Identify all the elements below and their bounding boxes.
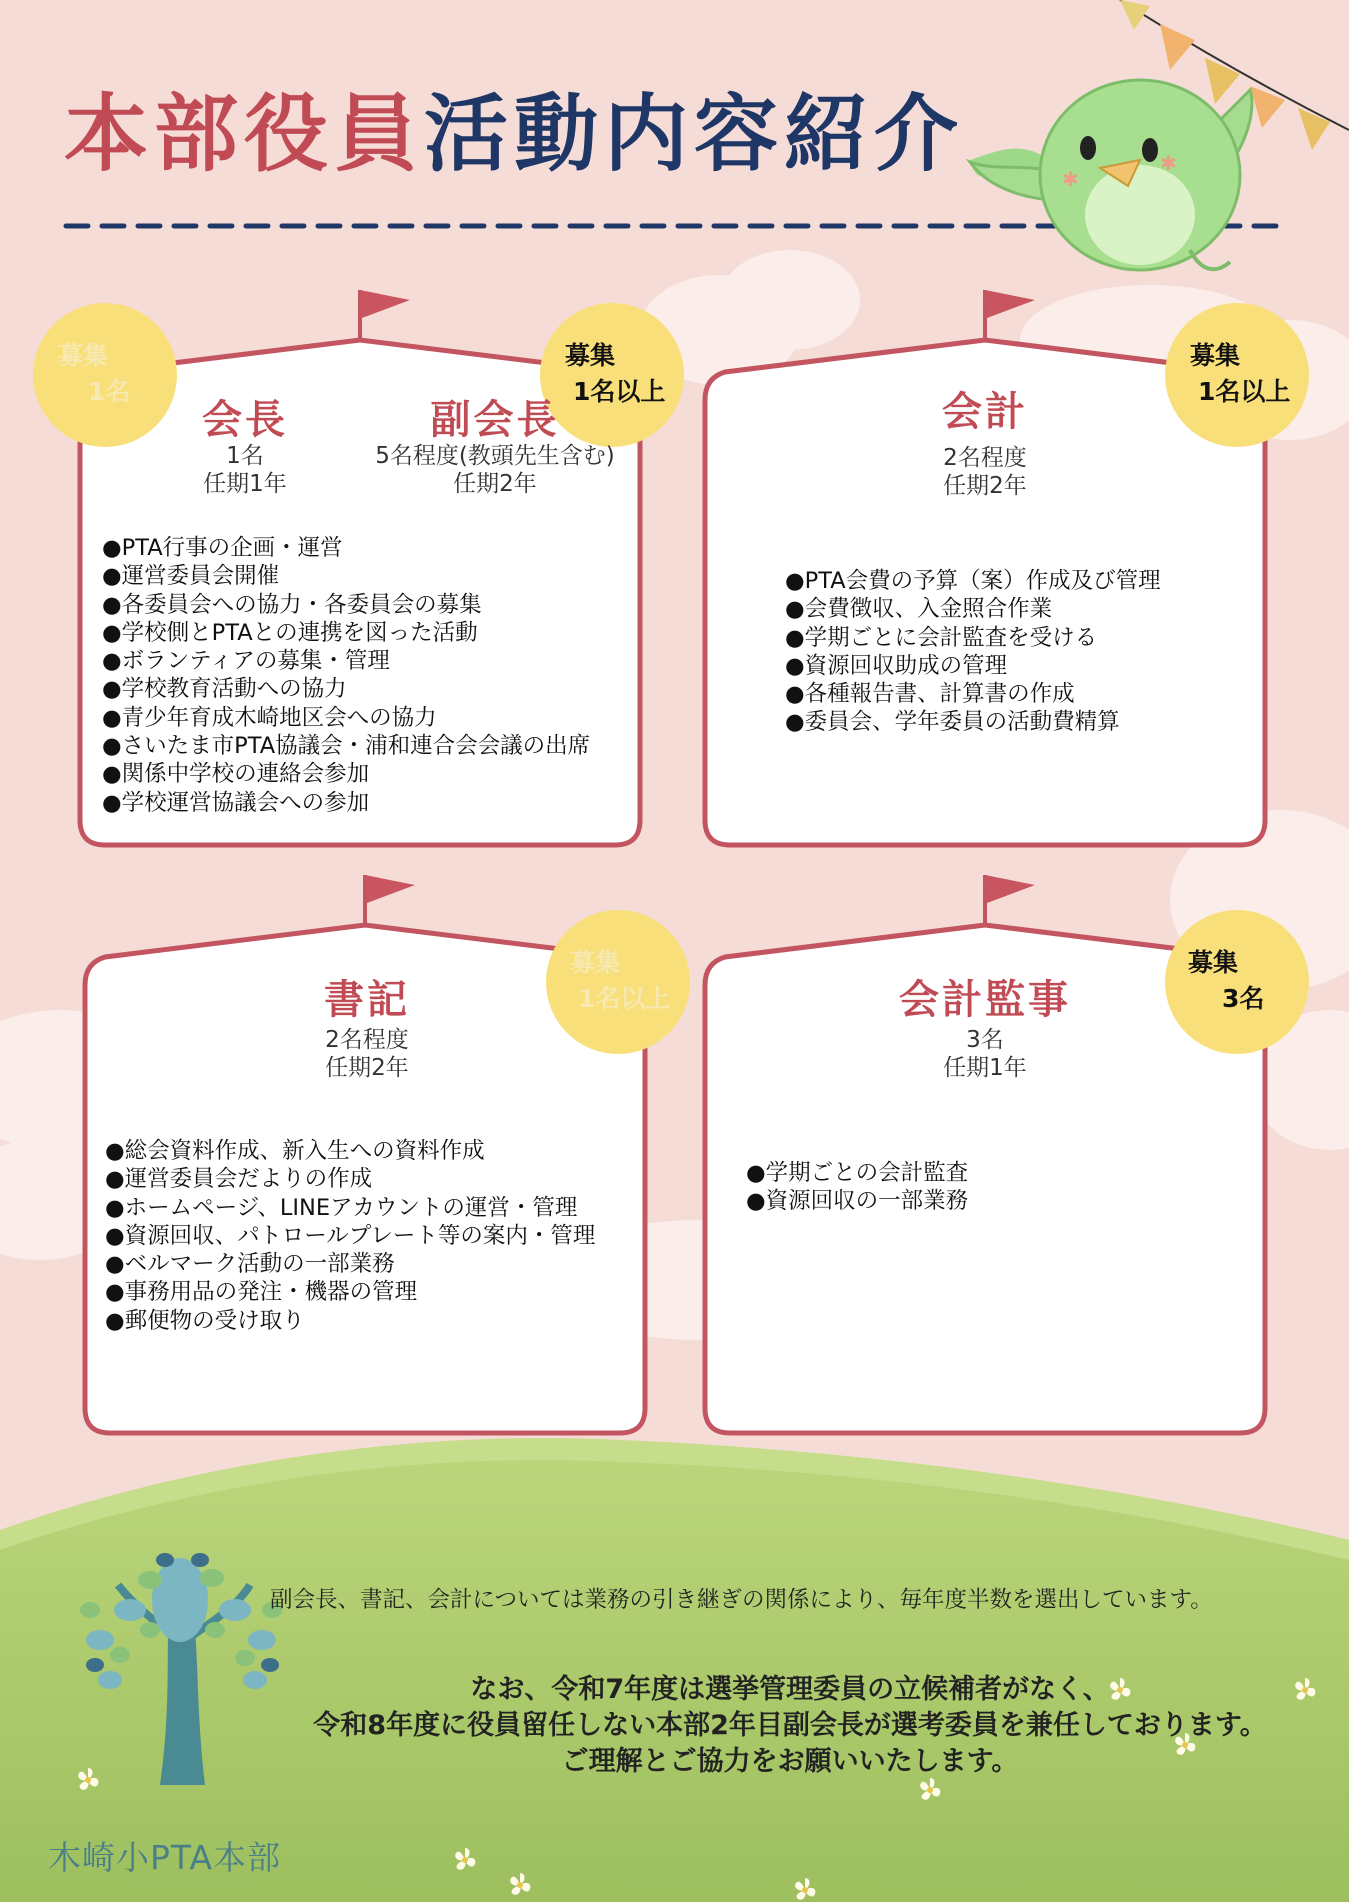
term-length: 任期2年 xyxy=(325,1055,409,1081)
bird-mascot xyxy=(970,80,1252,270)
duty-item: ● 郵便物の受け取り xyxy=(105,1307,595,1335)
note-line: 令和8年度に役員留任しない本部2年目副会長が選考委員を兼任しております。 xyxy=(313,1710,1267,1741)
duty-item: ● 会費徴収、入金照合作業 xyxy=(785,595,1161,623)
page-title xyxy=(64,85,965,183)
badge-auditor xyxy=(1188,945,1298,1017)
badge-label: 募集 xyxy=(58,341,109,370)
term-length: 任期2年 xyxy=(453,471,537,497)
duty-item: ● 資源回収、パトロールプレート等の案内・管理 xyxy=(105,1222,595,1250)
secretary-duty-list xyxy=(105,1137,595,1335)
badge-count: 1名以上 xyxy=(1198,377,1291,406)
card-secretary-heading xyxy=(267,978,467,1082)
duty-item: ● さいたま市PTA協議会・浦和連合会会議の出席 xyxy=(102,732,590,760)
badge-label: 募集 xyxy=(570,948,621,977)
title-part2: 活動内容紹介 xyxy=(424,85,965,183)
term-length: 任期2年 xyxy=(943,473,1027,499)
president-duty-list xyxy=(102,534,590,817)
duty-item: ● 関係中学校の連絡会参加 xyxy=(102,760,590,788)
badge-count: 1名 xyxy=(88,377,131,406)
svg-text:✱: ✱ xyxy=(1160,151,1177,175)
role-title: 会長 xyxy=(202,397,288,443)
duty-item: ● ボランティアの募集・管理 xyxy=(102,647,590,675)
duty-item: ● 青少年育成木崎地区会への協力 xyxy=(102,704,590,732)
badge-count: 3名 xyxy=(1222,984,1265,1013)
svg-text:✱: ✱ xyxy=(1062,167,1079,191)
note-selection: 副会長、書記、会計については業務の引き継ぎの関係により、毎年度半数を選出しています。 xyxy=(270,1587,1213,1613)
member-count: 3名 xyxy=(966,1027,1004,1053)
role-title: 書記 xyxy=(324,977,410,1023)
card-vice-heading xyxy=(345,398,645,498)
title-part1: 本部役員 xyxy=(64,85,425,183)
duty-item: ● 運営委員会だよりの作成 xyxy=(105,1165,595,1193)
duty-item: ● 資源回収の一部業務 xyxy=(746,1187,968,1215)
badge-accountant xyxy=(1190,338,1320,410)
member-count: 1名 xyxy=(226,443,264,469)
duty-item: ● 学校教育活動への協力 xyxy=(102,675,590,703)
duty-item: ● PTA会費の予算（案）作成及び管理 xyxy=(785,567,1161,595)
duty-item: ● 学期ごとに会計監査を受ける xyxy=(785,624,1161,652)
duty-item: ● 学期ごとの会計監査 xyxy=(746,1159,968,1187)
card-president-heading xyxy=(170,398,320,498)
badge-label: 募集 xyxy=(1190,341,1241,370)
member-count: 2名程度 xyxy=(325,1027,409,1053)
duty-item: ● 学校運営協議会への参加 xyxy=(102,789,590,817)
badge-label: 募集 xyxy=(565,341,616,370)
note-line: なお、令和7年度は選挙管理委員の立候補者がなく、 xyxy=(470,1674,1110,1705)
duty-item: ● 事務用品の発注・機器の管理 xyxy=(105,1278,595,1306)
member-count: 2名程度 xyxy=(943,445,1027,471)
auditor-duty-list xyxy=(746,1159,968,1216)
role-title: 会計監事 xyxy=(899,977,1071,1023)
duty-item: ● 委員会、学年委員の活動費精算 xyxy=(785,708,1161,736)
card-auditor-heading xyxy=(870,978,1100,1082)
org-name: 木崎小PTA本部 xyxy=(48,1838,282,1877)
badge-secretary xyxy=(570,945,700,1017)
note-request xyxy=(260,1672,1320,1780)
member-count: 5名程度(教頭先生含む) xyxy=(375,443,615,469)
duty-item: ● ホームページ、LINEアカウントの運営・管理 xyxy=(105,1194,595,1222)
role-title: 副会長 xyxy=(430,397,560,443)
duty-item: ● 各委員会への協力・各委員会の募集 xyxy=(102,591,590,619)
duty-item: ● 運営委員会開催 xyxy=(102,562,590,590)
duty-item: ● 資源回収助成の管理 xyxy=(785,652,1161,680)
badge-label: 募集 xyxy=(1188,948,1239,977)
term-length: 任期1年 xyxy=(203,471,287,497)
duty-item: ● 総会資料作成、新入生への資料作成 xyxy=(105,1137,595,1165)
duty-item: ● 各種報告書、計算書の作成 xyxy=(785,680,1161,708)
duty-item: ● ベルマーク活動の一部業務 xyxy=(105,1250,595,1278)
accountant-duty-list xyxy=(785,567,1161,737)
duty-item: ● PTA行事の企画・運営 xyxy=(102,534,590,562)
badge-president xyxy=(58,338,158,410)
duty-item: ● 学校側とPTAとの連携を図った活動 xyxy=(102,619,590,647)
badge-count: 1名以上 xyxy=(578,984,671,1013)
badge-count: 1名以上 xyxy=(573,377,666,406)
term-length: 任期1年 xyxy=(943,1055,1027,1081)
note-line: ご理解とご協力をお願いいたします。 xyxy=(561,1746,1019,1777)
card-accountant-heading xyxy=(885,390,1085,500)
role-title: 会計 xyxy=(942,389,1028,435)
